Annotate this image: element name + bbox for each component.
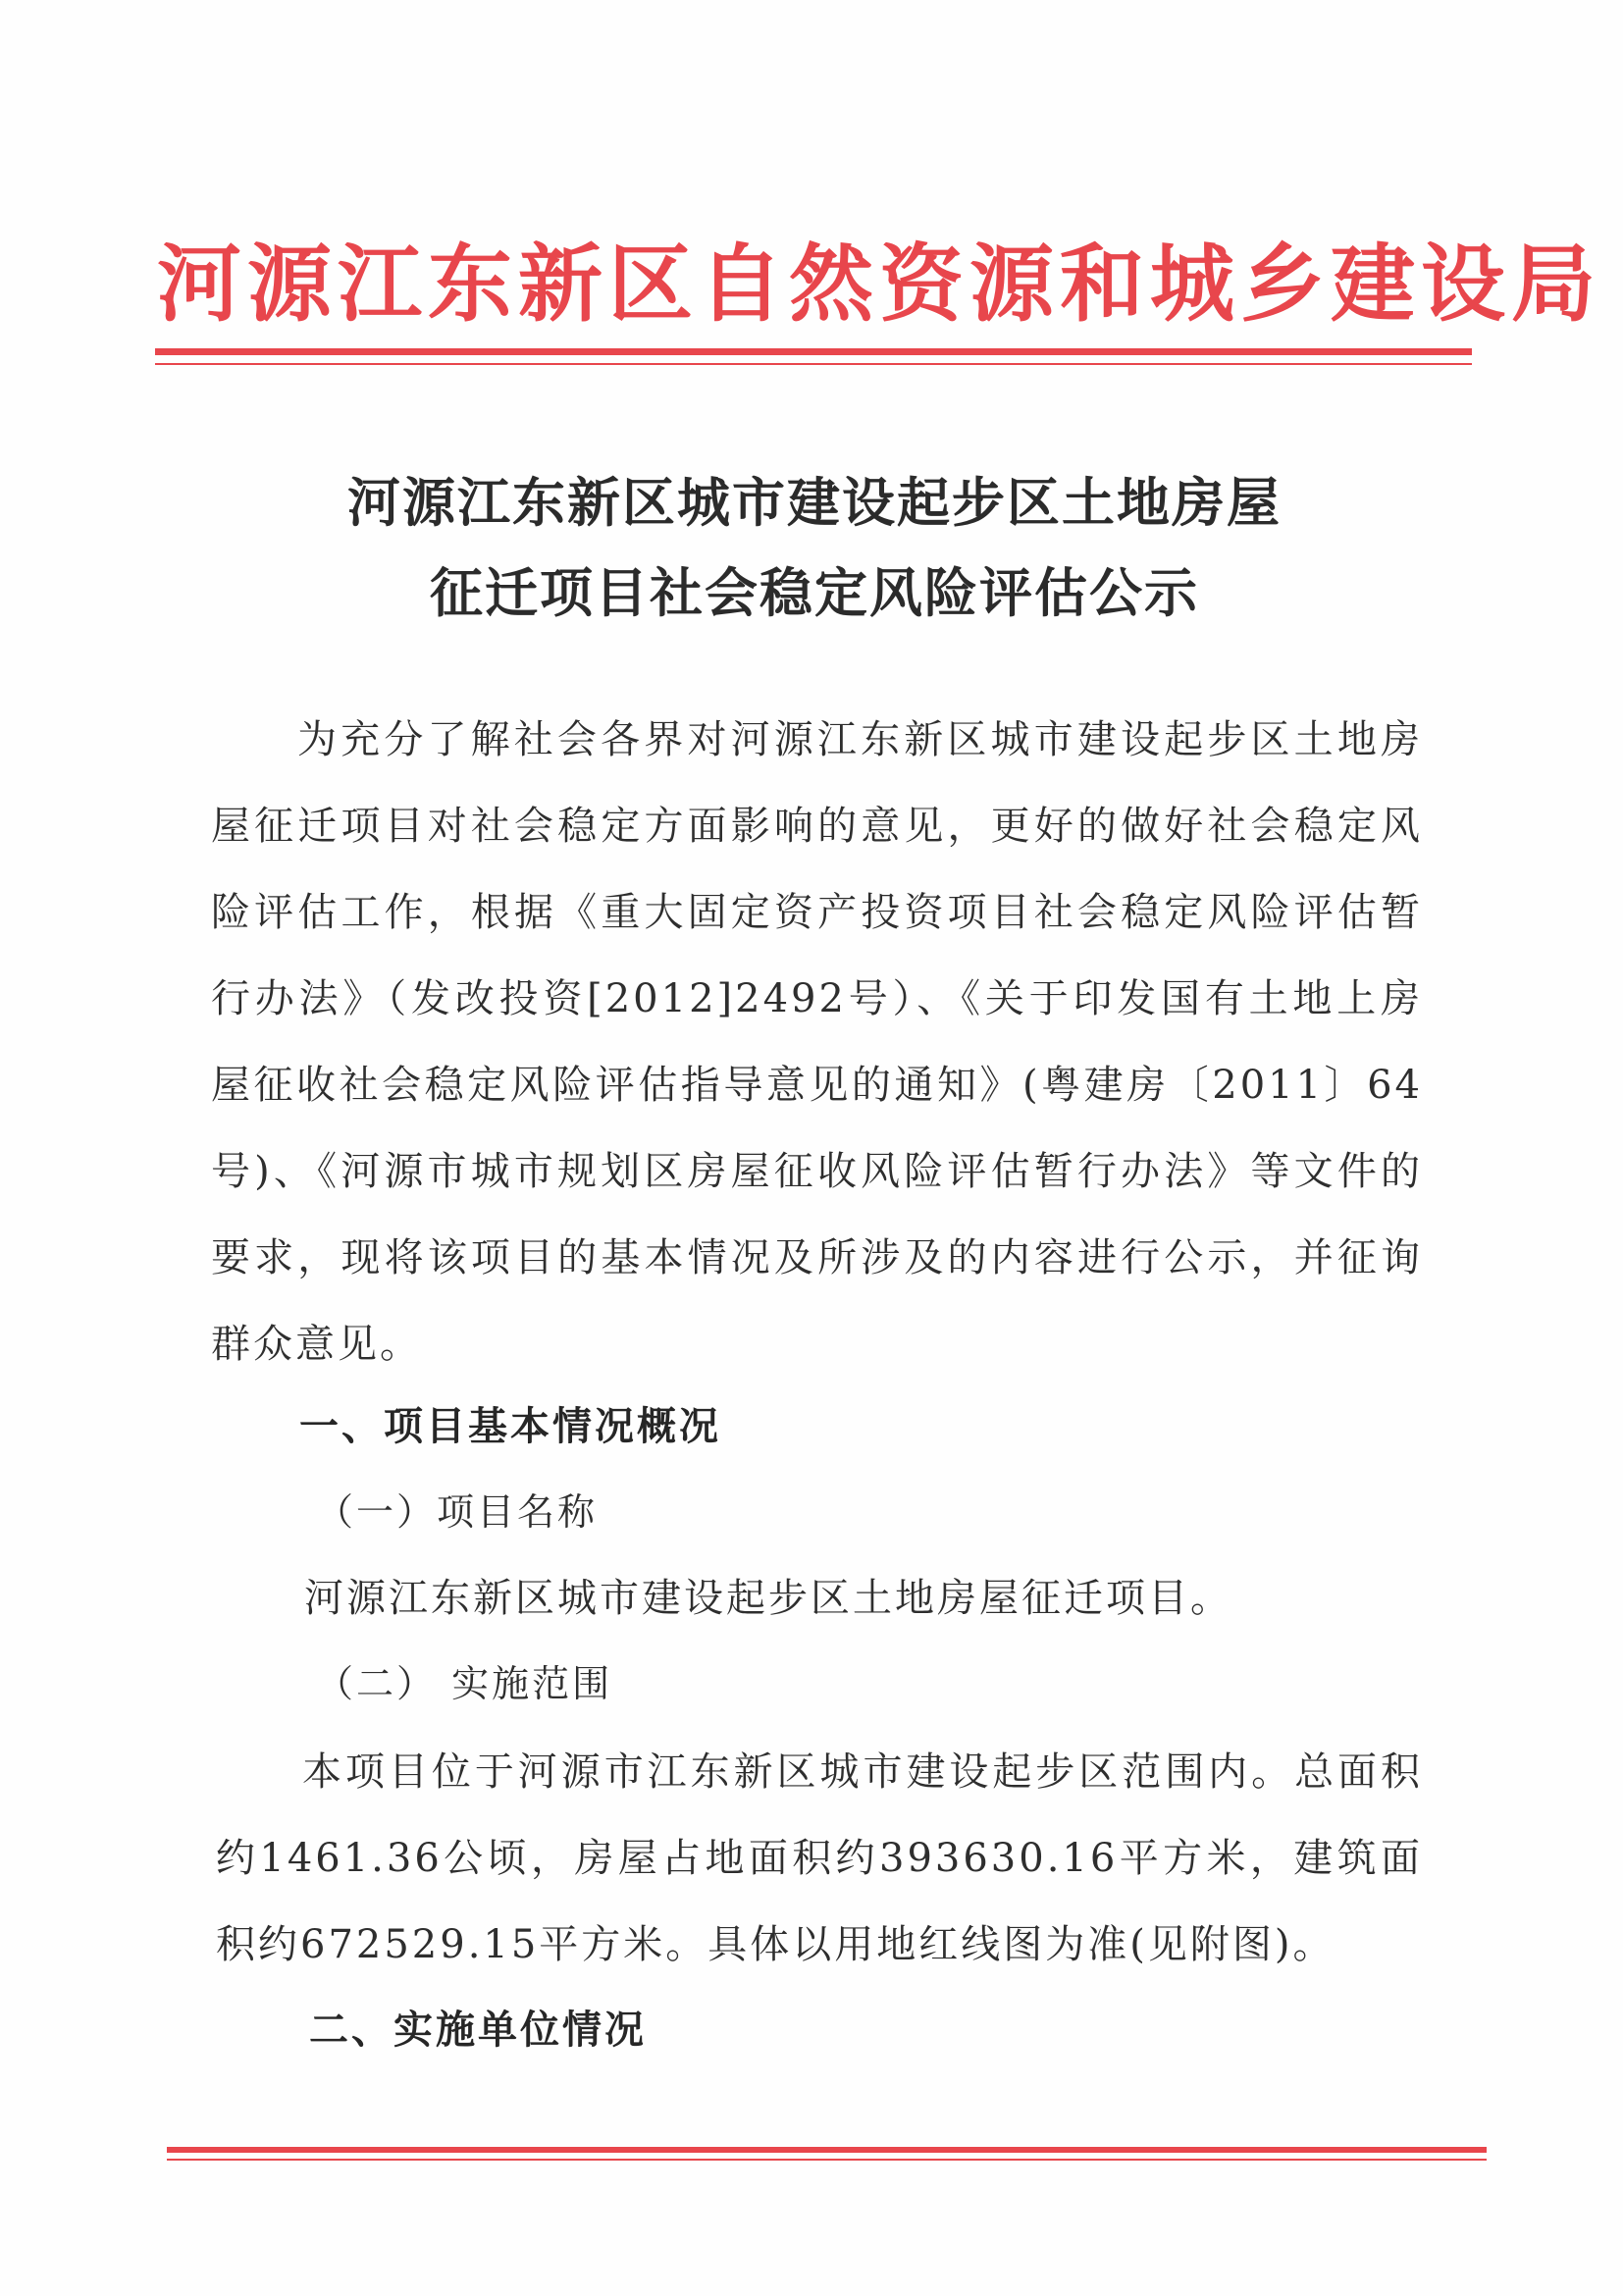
letterhead-org-name: 河源江东新区自然资源和城乡建设局 [157,235,1601,334]
letterhead-divider-thin [155,363,1472,365]
letterhead-divider-thick [155,348,1472,355]
intro-paragraph: 为充分了解社会各界对河源江东新区城市建设起步区土地房屋征迁项目对社会稳定方面影响的意见，更好的做好社会稳定风险评估工作，根据《重大固定资产投资项目社会稳定风险评估暂行办法》（发改投资[2012]2492号）、《关于印发国有土地上房屋征收社会稳定风险评估指导意见的通知》(粤建房〔2011〕64号)、《河源市城市规划区房屋征收风险评估暂行办法》等文件的要求，现将该项目的基本情况及所涉及的内容进行公示，并征询群众意见。 [211,717,1423,1367]
project-name-text: 河源江东新区城市建设起步区土地房屋征迁项目。 [304,1576,1232,1621]
footer-divider-thin [167,2159,1487,2161]
section-1-heading: 一、项目基本情况概况 [299,1404,721,1449]
subsection-2-heading: （二） 实施范围 [316,1662,613,1705]
footer-divider-thick [167,2147,1487,2153]
document-title-line-1: 河源江东新区城市建设起步区土地房屋 [347,471,1282,534]
document-title-line-2: 征迁项目社会稳定风险评估公示 [430,561,1199,624]
implementation-range-paragraph: 本项目位于河源市江东新区城市建设起步区范围内。总面积约1461.36公顷，房屋占地面积约393630.16平方米，建筑面积约672529.15平方米。具体以用地红线图为准(见附图)。 [216,1749,1423,1967]
section-2-heading: 二、实施单位情况 [309,2008,647,2053]
subsection-1-heading: （一）项目名称 [316,1490,599,1534]
